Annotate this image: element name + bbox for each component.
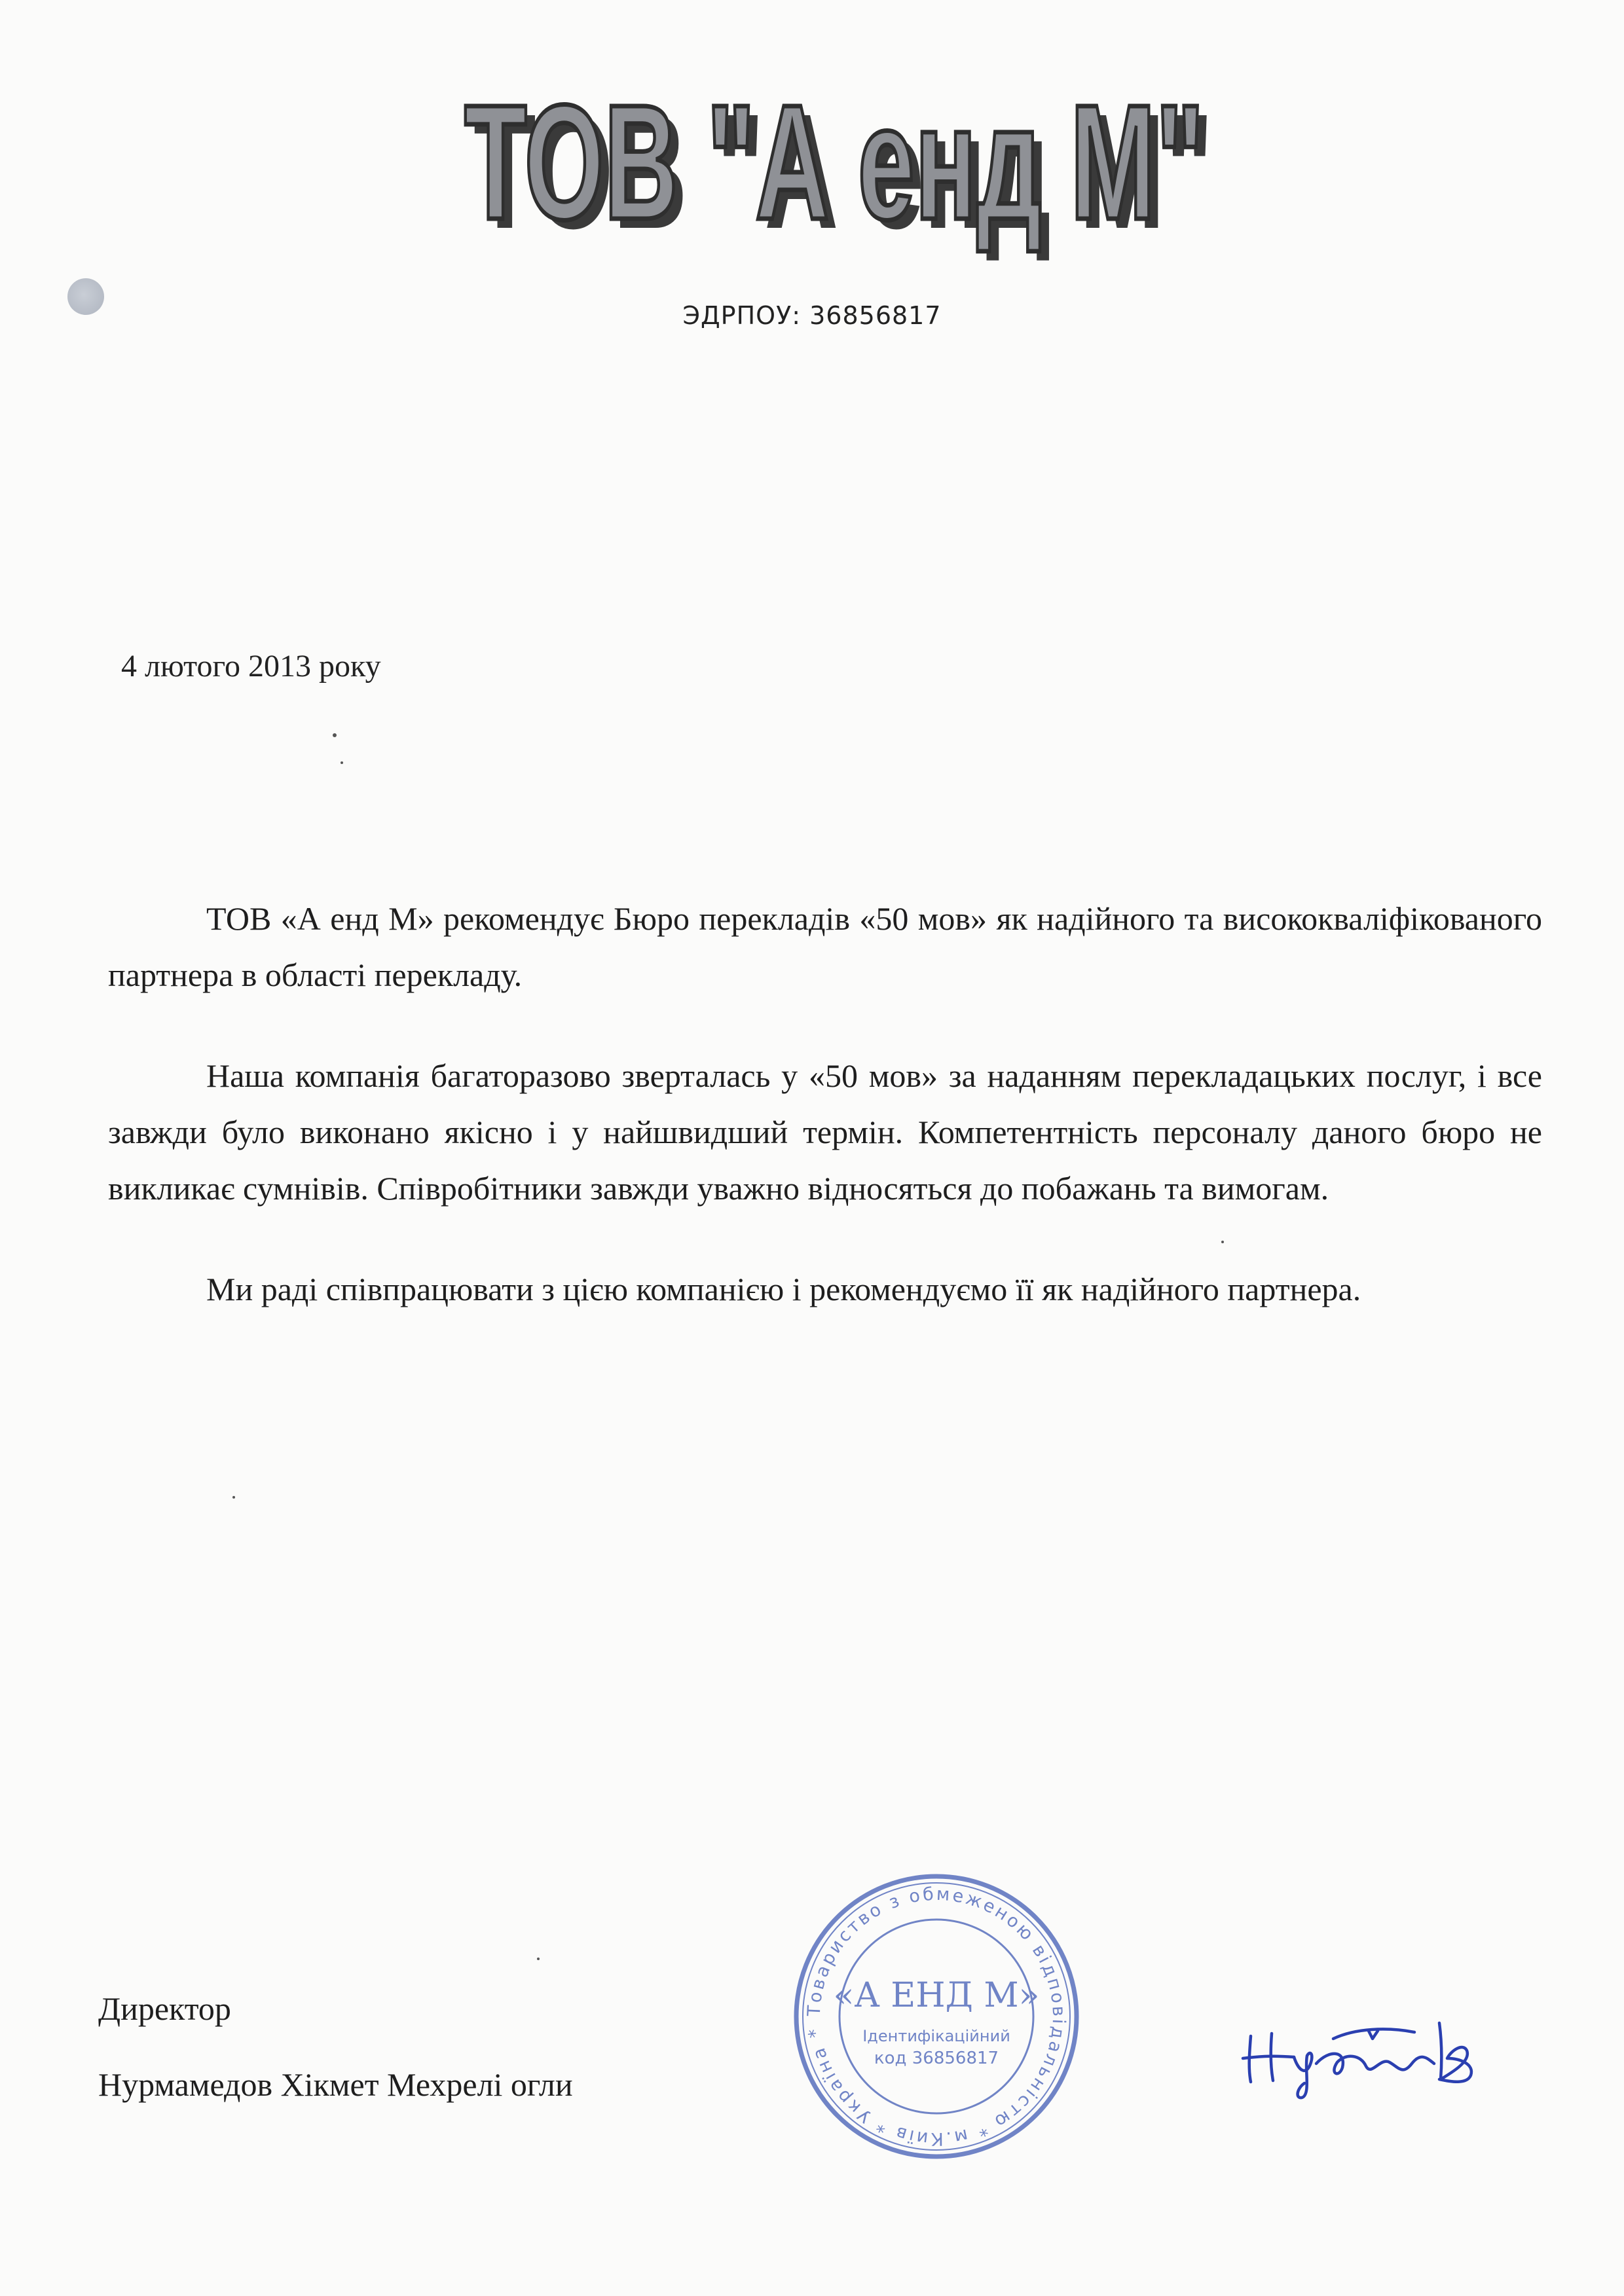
signatory-position: Директор [98,1990,231,2027]
stamp-outer-text: Товариство з обмеженою відповідальністю * м.Київ * Україна * [803,1884,1069,2149]
signature-stroke [1243,2056,1294,2058]
edrpou-code: ЭДРПОУ: 36856817 [682,301,942,330]
letter-date: 4 лютого 2013 року [121,649,381,683]
signature-stroke [1439,2023,1471,2082]
letter-body [108,890,1542,1362]
company-logo-shadow: ТОВ "А енд М" [473,80,1213,262]
stamp-id-label: Ідентифікаційний [862,2027,1010,2045]
scan-speck [333,733,337,737]
stamp-company-name: «А ЕНД М» [833,1976,1040,2015]
letterhead [0,79,1624,262]
company-logo-text: ТОВ "А енд М" [464,79,1204,253]
letter-paragraph: Наша компанія багаторазово зверталась у «50 мов» за наданням перекладацьких послуг, і все завжди було виконано якісно і у найшвидший термін. Компетентність персоналу даного бюро не викликає сумнівів. Співробітники завжди уважно відносяться до побажань та вимогам. [108,1057,1542,1207]
scan-speck [537,1958,540,1960]
stamp-id-code: код 36856817 [874,2049,999,2068]
signatory-block [98,1971,573,2123]
company-stamp [786,1866,1087,2167]
stamp-inner-ring [840,1920,1033,2113]
scan-speck [232,1496,235,1499]
signature-stroke [1294,2053,1312,2098]
stamp-outer-ring [796,1876,1077,2157]
signature [1231,1990,1493,2102]
scan-speck [341,761,343,764]
signatory-name: Нурмамедов Хікмет Мехрелі огли [98,2066,573,2103]
signature-stroke [1316,2054,1434,2073]
company-logo [452,79,1225,262]
letter-paragraph: ТОВ «А енд М» рекомендує Бюро перекладів «50 мов» як надійного та висококваліфікованого партнера в області перекладу. [108,900,1542,993]
letter-paragraph: Ми раді співпрацювати з цією компанією і рекомендуємо її як надійного партнера. [206,1271,1361,1307]
signature-stroke [1369,2031,1378,2039]
